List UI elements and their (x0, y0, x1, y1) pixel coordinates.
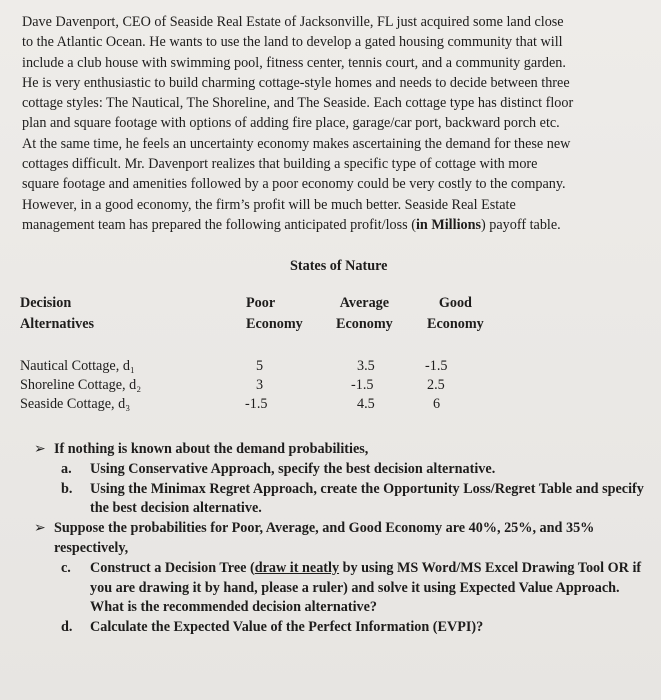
intro-line: plan and square footage with options of adding fire place, garage/car port, backward porch etc. (22, 115, 560, 132)
column-header-average (336, 293, 393, 335)
decision-header-line: Decision (20, 295, 72, 311)
states-of-nature-title: States of Nature (290, 258, 388, 274)
question-b (34, 480, 644, 520)
intro-line: He is very enthusiastic to build charming cottage-style homes and needs to decide between three (22, 74, 570, 91)
row-label-d3: Seaside Cottage, d₃ (20, 396, 131, 412)
intro-last-line (22, 215, 642, 235)
row-label-d1: Nautical Cottage, d₁ (20, 358, 135, 374)
intro-last-prefix: management team has prepared the following anticipated profit/loss ( (22, 216, 416, 233)
column-header-line: Average (339, 295, 390, 311)
question-a (34, 460, 644, 480)
decision-header (20, 293, 94, 335)
payoff-d3-good: 6 (433, 396, 441, 412)
payoff-d2-poor: 3 (256, 377, 264, 393)
column-header-line: Economy (427, 316, 484, 332)
question-b-text: Using the Minimax Regret Approach, create the Opportunity Loss/Regret Table and specify the best decision alternative. (90, 480, 644, 517)
intro-line: include a club house with swimming pool, fitness center, tennis court, and a community garden. (22, 54, 566, 71)
question-letter: a. (61, 460, 72, 477)
intro-line: to the Atlantic Ocean. He wants to use the land to develop a gated housing community that will (22, 34, 563, 51)
column-header-line: Poor (246, 295, 276, 311)
question-c (34, 559, 644, 618)
payoff-d1-average: 3.5 (357, 358, 375, 374)
column-header-line: Economy (336, 316, 393, 332)
payoff-d2-good: 2.5 (427, 377, 445, 393)
question-group-2-text: Suppose the probabilities for Poor, Average, and Good Economy are 40%, 25%, and 35% respectively, (54, 520, 595, 556)
arrow-bullet-icon: ➢ (34, 520, 46, 537)
question-d-text: Calculate the Expected Value of the Perfect Information (EVPI)? (90, 619, 484, 636)
question-a-text: Using Conservative Approach, specify the best decision alternative. (90, 460, 496, 477)
arrow-bullet-icon: ➢ (34, 441, 46, 457)
payoff-d1-poor: 5 (256, 358, 264, 374)
payoff-d2-average: -1.5 (351, 377, 374, 393)
question-d (34, 618, 644, 638)
question-group-2 (34, 519, 644, 559)
payoff-d3-average: 4.5 (357, 396, 375, 412)
intro-line: At the same time, he feels an uncertainty economy makes ascertaining the demand for these new (22, 135, 571, 152)
column-header-line: Economy (246, 316, 303, 332)
intro-line: cottages difficult. Mr. Davenport realizes that building a specific type of cottage with more (22, 156, 538, 173)
column-header-line: Good (438, 295, 472, 311)
intro-last-suffix: ) payoff table. (481, 216, 561, 233)
question-letter: c. (61, 559, 71, 576)
question-c-prefix: Construct a Decision Tree ( (90, 559, 255, 576)
payoff-d3-poor: -1.5 (245, 396, 268, 412)
payoff-d1-good: -1.5 (425, 358, 448, 374)
intro-line: However, in a good economy, the firm’s profit will be much better. Seaside Real Estate (22, 196, 516, 213)
intro-line: Dave Davenport, CEO of Seaside Real Estate of Jacksonville, FL just acquired some land close (22, 14, 564, 30)
decision-header-line: Alternatives (20, 316, 95, 332)
question-c-suffix: by using MS Word/MS Excel Drawing Tool OR if you are drawing it by hand, please a ruler) and solve it using Expected Value Approach. What is the recommended decision alternative? (90, 559, 642, 616)
intro-line: square footage and amenities followed by a poor economy could be very costly to the company. (22, 176, 566, 193)
intro-last-bold: in Millions (415, 216, 482, 233)
question-letter: d. (61, 619, 73, 636)
question-list (34, 440, 644, 638)
question-group-1 (34, 440, 644, 460)
question-group-1-text: If nothing is known about the demand probabilities, (54, 441, 369, 457)
question-letter: b. (61, 480, 73, 497)
problem-statement (22, 12, 642, 235)
intro-line: cottage styles: The Nautical, The Shoreline, and The Seaside. Each cottage type has distinct floor (22, 95, 574, 112)
column-header-poor (246, 293, 303, 335)
column-header-good (427, 293, 484, 335)
question-c-underlined: draw it neatly (254, 559, 340, 576)
row-label-d2: Shoreline Cottage, d₂ (20, 377, 142, 393)
